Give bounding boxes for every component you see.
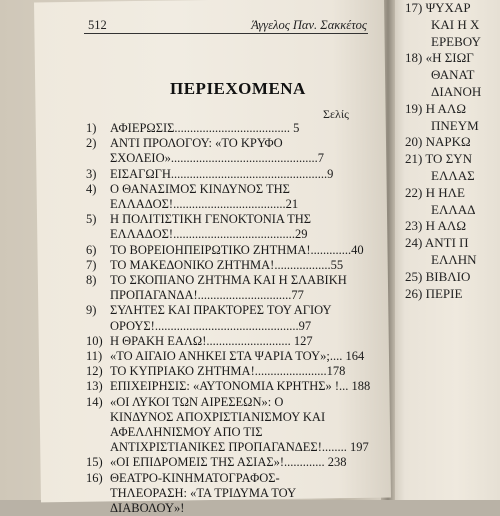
toc-entry-line: ΟΡΟΥΣ!..............................................97 [110, 318, 312, 333]
toc-entry-line: ΑΝΤΙΧΡΙΣΤΙΑΝΙΚΕΣ ΠΡΟΠΑΓΑΝΔΕΣ!........ 197 [110, 440, 369, 455]
toc-entry-line: ΣΧΟΛΕΙΟ»...............................................7 [110, 151, 324, 166]
facing-page-row: ΕΡΕΒΟΥ [431, 33, 481, 49]
toc-entry-line: ΑΝΤΙ ΠΡΟΛΟΓΟΥ: «ΤΟ ΚΡΥΦΟ [110, 136, 283, 151]
facing-page-row: ΘΑΝΑΤ [431, 67, 475, 83]
toc-entry-line: ΤΟ ΒΟΡΕΙΟΗΠΕΙΡΩΤΙΚΟ ΖΗΤΗΜΑ!.............40 [110, 242, 364, 257]
toc-entry-line: ΤΟ ΚΥΠΡΙΑΚΟ ΖΗΤΗΜΑ!.......................178 [110, 364, 346, 379]
toc-entry-line: ΤΟ ΜΑΚΕΔΟΝΙΚΟ ΖΗΤΗΜΑ!..................55 [110, 257, 344, 272]
facing-page-row: ΠΝΕΥΜ [431, 117, 479, 133]
facing-page-row: 22) Η ΗΛΕ [405, 184, 465, 200]
toc-entry-number: 11) [86, 349, 103, 364]
toc-entry [86, 167, 386, 182]
toc-entry-number: 8) [86, 273, 97, 288]
toc-entry-number: 10) [86, 333, 103, 348]
facing-page-row: 26) ΠΕΡΙΕ [405, 285, 463, 301]
facing-page-text [405, 0, 481, 302]
toc-entry-number: 13) [86, 379, 103, 394]
toc-entry-line: ΕΛΛΑΔΟΣ!....................................21 [110, 197, 299, 212]
facing-page-row: 19) Η ΑΛΩ [405, 100, 466, 116]
facing-page-row: ΚΑΙ Η Χ [431, 16, 480, 32]
toc-entry-number: 9) [86, 303, 97, 318]
toc-entry-line: «ΟΙ ΛΥΚΟΙ ΤΩΝ ΑΙΡΕΣΕΩΝ»: Ο [110, 394, 284, 409]
toc-entry-number: 15) [86, 455, 103, 470]
toc-entry [86, 121, 386, 136]
toc-entry-line: ΑΦΙΕΡΩΣΙΣ..................................... 5 [110, 121, 300, 135]
toc-entry [86, 258, 386, 273]
toc-entry-line: ΤΟ ΣΚΟΠΙΑΝΟ ΖΗΤΗΜΑ ΚΑΙ Η ΣΛΑΒΙΚΗ [110, 273, 347, 288]
toc-entry [86, 303, 386, 333]
toc-entry-number: 14) [86, 394, 103, 409]
facing-page-row: 17) ΨΥΧΑΡ [405, 0, 471, 15]
facing-page-row: ΔΙΑΝΟΗ [431, 83, 482, 99]
toc-entry-line: ΕΛΛΑΔΟΣ!.......................................29 [110, 227, 308, 242]
toc-entry-line: ΕΙΣΑΓΩΓΗ..................................................9 [110, 166, 334, 181]
header-rule [84, 33, 368, 34]
toc-entry-number: 3) [86, 166, 97, 181]
toc-entry-number: 2) [86, 136, 97, 151]
toc-entry-number: 16) [86, 470, 103, 485]
toc-entry-line: ΑΦΕΛΛΗΝΙΣΜΟΥ ΑΠΟ ΤΙΣ [110, 425, 263, 440]
toc-entry-number: 1) [86, 121, 97, 135]
facing-page-row: 24) ΑΝΤΙ Π [405, 235, 469, 251]
toc-entry-number: 6) [86, 242, 97, 257]
toc-entry-number: 7) [86, 257, 97, 272]
facing-page-row: ΕΛΛΑΔ [431, 201, 476, 217]
toc-entry-line: ΔΙΑΒΟΛΟΥ»! [110, 501, 185, 516]
toc-entry-line: ΕΠΙΧΕΙΡΗΣΙΣ: «ΑΥΤΟΝΟΜΙΑ ΚΡΗΤΗΣ» !... 188 [110, 379, 371, 394]
toc-entries [86, 121, 386, 516]
toc-entry [86, 471, 386, 516]
toc-entry-line: ΚΙΝΔΥΝΟΣ ΑΠΟΧΡΙΣΤΙΑΝΙΣΜΟΥ ΚΑΙ [110, 409, 326, 424]
toc-entry-line: Η ΠΟΛΙΤΙΣΤΙΚΗ ΓΕΝΟΚΤΟΝΙΑ ΤΗΣ [110, 212, 312, 227]
toc-entry-line: «ΤΟ ΑΙΓΑΙΟ ΑΝΗΚΕΙ ΣΤΑ ΨΑΡΙΑ ΤΟΥ»;.... 164 [110, 349, 365, 364]
toc-entry-line: ΣΥΛΗΤΕΣ ΚΑΙ ΠΡΑΚΤΟΡΕΣ ΤΟΥ ΑΓΙΟΥ [110, 303, 332, 318]
running-title: Άγγελος Παν. Σακκέτος [251, 18, 367, 32]
toc-entry-line: Η ΘΡΑΚΗ ΕΑΛΩ!........................... 127 [110, 333, 313, 348]
toc-entry [86, 136, 386, 166]
toc-entry-number: 12) [86, 364, 103, 379]
toc-entry-line: ΤΗΛΕΟΡΑΣΗ: «ΤΑ ΤΡΙΔΥΜΑ ΤΟΥ [110, 485, 297, 500]
toc-entry-number: 4) [86, 181, 97, 196]
toc-entry-line: ΘΕΑΤΡΟ-ΚΙΝΗΜΑΤΟΓΡΑΦΟΣ- [110, 470, 280, 485]
toc-entry [86, 182, 386, 212]
toc-entry [86, 243, 386, 258]
facing-page-row: 23) Η ΑΛΩ [405, 218, 466, 234]
toc-entry [86, 379, 386, 394]
facing-page-row: 18) «Η ΣΙΩΓ [405, 50, 474, 66]
toc-entry [86, 334, 386, 349]
toc-entry [86, 455, 386, 470]
toc-entry-line: «ΟΙ ΕΠΙΔΡΟΜΕΙΣ ΤΗΣ ΑΣΙΑΣ»!............. 238 [110, 455, 347, 470]
facing-page-row: 25) ΒΙΒΛΙΟ [405, 268, 471, 284]
toc-entry [86, 395, 386, 456]
facing-page-row: 20) ΝΑΡΚΩ [405, 134, 471, 150]
toc-entry [86, 349, 386, 364]
facing-page-row: ΕΛΛΑΣ [431, 167, 475, 183]
toc-entry [86, 273, 386, 303]
toc-entry-line: Ο ΘΑΝΑΣΙΜΟΣ ΚΙΝΔΥΝΟΣ ΤΗΣ [110, 181, 290, 196]
toc-entry-line: ΠΡΟΠΑΓΑΝΔΑ!..............................77 [110, 288, 304, 303]
pages-column-label: Σελίς [323, 107, 349, 121]
toc-entry-number: 5) [86, 212, 97, 227]
facing-page-row: 21) ΤΟ ΣΥΝ [405, 151, 473, 167]
toc-title: ΠΕΡΙΕΧΟΜΕΝΑ [170, 79, 306, 98]
toc-entry [86, 364, 386, 379]
facing-page-row: ΕΛΛΗΝ [431, 251, 477, 267]
page-number: 512 [88, 18, 107, 32]
toc-entry [86, 212, 386, 242]
